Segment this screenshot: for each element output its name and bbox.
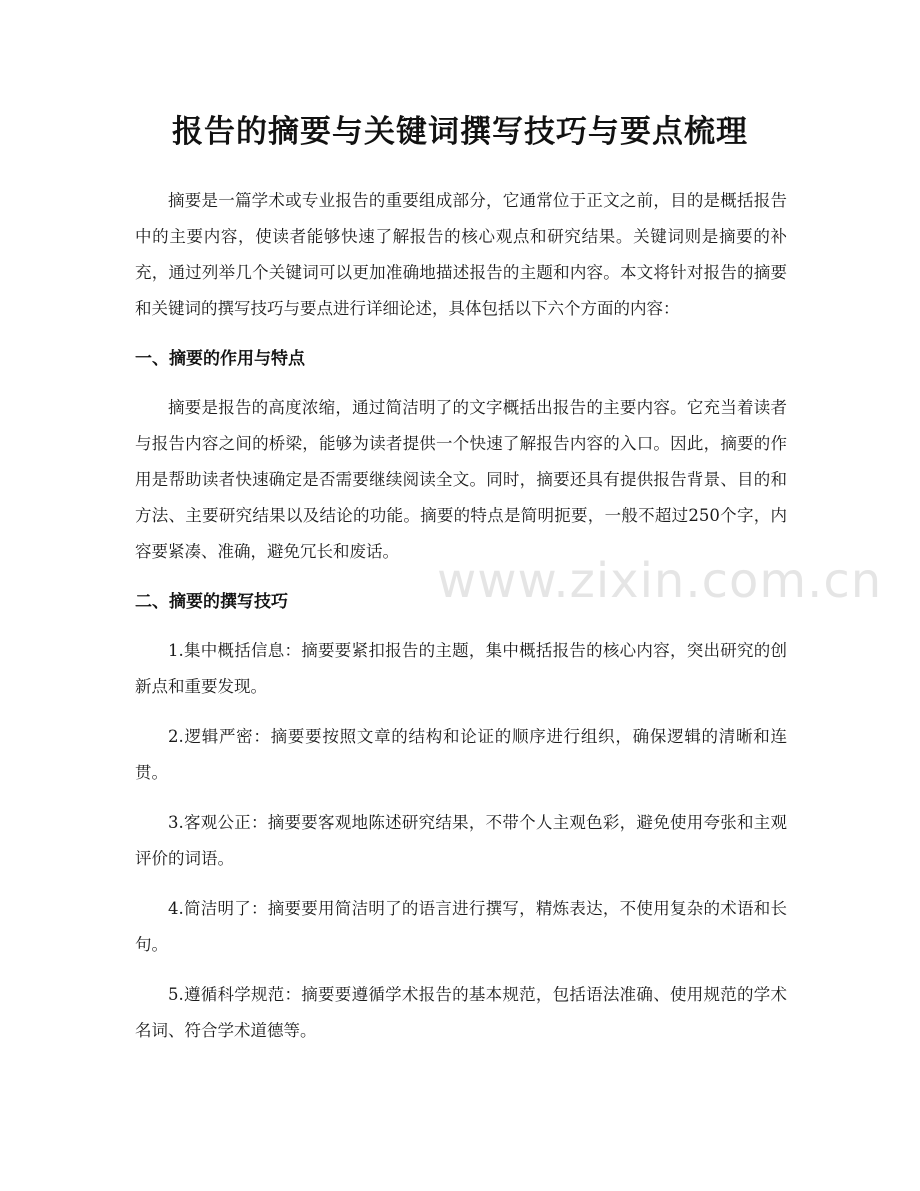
- section-heading-techniques: 二、摘要的撰写技巧: [135, 592, 288, 612]
- document-body: [135, 183, 787, 1049]
- technique-item-1: 1.集中概括信息：摘要要紧扣报告的主题，集中概括报告的核心内容，突出研究的创新点和重要发现。: [135, 641, 787, 696]
- technique-item-5: 5.遵循科学规范：摘要要遵循学术报告的基本规范，包括语法准确、使用规范的学术名词、符合学术道德等。: [135, 985, 787, 1040]
- section-role-paragraph: 摘要是报告的高度浓缩，通过简洁明了的文字概括出报告的主要内容。它充当着读者与报告内容之间的桥梁，能够为读者提供一个快速了解报告内容的入口。因此，摘要的作用是帮助读者快速确定是否需要继续阅读全文。同时，摘要还具有提供报告背景、目的和方法、主要研究结果以及结论的功能。摘要的特点是简明扼要，一般不超过250个字，内容要紧凑、准确，避免冗长和废话。: [135, 398, 787, 561]
- technique-item-2: 2.逻辑严密：摘要要按照文章的结构和论证的顺序进行组织，确保逻辑的清晰和连贯。: [135, 727, 787, 782]
- intro-paragraph: 摘要是一篇学术或专业报告的重要组成部分，它通常位于正文之前，目的是概括报告中的主要内容，使读者能够快速了解报告的核心观点和研究结果。关键词则是摘要的补充，通过列举几个关键词可以更加准确地描述报告的主题和内容。本文将针对报告的摘要和关键词的撰写技巧与要点进行详细论述，具体包括以下六个方面的内容：: [135, 191, 787, 318]
- watermark-text: www.zixin.com.cn: [437, 553, 883, 609]
- technique-item-4: 4.简洁明了：摘要要用简洁明了的语言进行撰写，精炼表达，不使用复杂的术语和长句。: [135, 899, 787, 954]
- section-heading-role: 一、摘要的作用与特点: [135, 349, 305, 369]
- page-title: 报告的摘要与关键词撰写技巧与要点梳理: [172, 114, 748, 150]
- technique-item-3: 3.客观公正：摘要要客观地陈述研究结果，不带个人主观色彩，避免使用夸张和主观评价的词语。: [135, 813, 787, 868]
